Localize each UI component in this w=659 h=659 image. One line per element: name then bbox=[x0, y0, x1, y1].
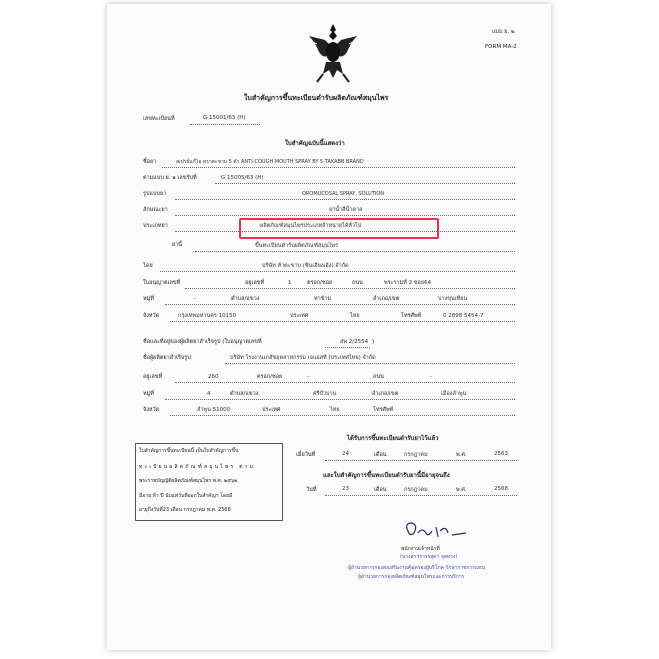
owner-address-no-label: อยู่เลขที่ bbox=[245, 280, 265, 286]
category-value: ผลิตภัณฑ์สมุนไพรประเภทจำหน่ายได้ทั่วไป bbox=[260, 223, 362, 229]
owner-license-label: ใบอนุญาตเลขที่ bbox=[143, 280, 181, 286]
form-ref-label: ตามแบบ ย. ๑ เลขรับที่ bbox=[143, 175, 197, 181]
manufacturer-road-value: - bbox=[430, 374, 432, 380]
received-date-label: เมื่อวันที่ bbox=[296, 452, 316, 458]
note-line-5: อายุถึงวันที่23 เดือน กรกฎาคม พ.ศ. 2568 bbox=[139, 507, 231, 513]
signature-name: (นางสาวรวรรสุดา จุลทรง) bbox=[400, 554, 458, 560]
owner-amphoe-label: อำเภอ/เขต bbox=[373, 296, 400, 302]
signature-mark bbox=[400, 517, 470, 543]
document-title: ใบสำคัญการขึ้นทะเบียนตำรับผลิตภัณฑ์สมุนไพร bbox=[244, 94, 389, 102]
owner-province-label: จังหวัด bbox=[143, 313, 160, 319]
category-label: ประเภทยา bbox=[143, 223, 168, 229]
received-month-label: เดือน bbox=[374, 452, 387, 458]
registration-label: เลขทะเบียนที่ bbox=[143, 116, 175, 122]
owner-by-label: โดย bbox=[143, 263, 153, 269]
manufacturer-country-value: ไทย bbox=[330, 407, 340, 413]
subtitle: ใบสำคัญฉบับนี้แสดงว่า bbox=[285, 140, 345, 147]
type-label: ยานี้ bbox=[172, 242, 183, 248]
signature-role: พนักงานเจ้าหน้าที่ bbox=[401, 546, 440, 552]
owner-moo-label: หมู่ที่ bbox=[143, 296, 154, 302]
issued-heading: และใบสำคัญการขึ้นทะเบียนตำรับยานี้มีอายุจนถึง bbox=[323, 472, 450, 479]
manufacturer-amphoe-value: เมืองลำพูน bbox=[441, 391, 467, 397]
owner-moo-value: - bbox=[194, 296, 196, 302]
received-year: 2563 bbox=[494, 451, 508, 457]
manufacturer-address-no-label: อยู่เลขที่ bbox=[143, 374, 163, 380]
owner-by-value: บริษัท ห้าตะขาบ (ซินเฮียงเฮ้ง) จำกัด bbox=[262, 263, 349, 269]
manufacturer-province-label: จังหวัด bbox=[143, 407, 160, 413]
form-ref-value: G 15005/63 (H) bbox=[221, 175, 264, 181]
highlight-box bbox=[239, 218, 439, 239]
received-heading: ได้รับการขึ้นทะเบียนตำรับยาไว้แล้ว bbox=[347, 435, 439, 442]
owner-phone-label: โทรศัพท์ bbox=[401, 313, 422, 319]
manufacturer-amphoe-label: อำเภอ/เขต bbox=[372, 391, 399, 397]
type-value: ขึ้นทะเบียนตำรับผลิตภัณฑ์สมุนไพร bbox=[255, 243, 339, 249]
received-month: กรกฎาคม bbox=[404, 452, 428, 458]
owner-tambon-label: ตำบล/แขวง bbox=[231, 296, 260, 302]
signature-title-2: ผู้อำนวยการกองผลิตภัณฑ์สมุนไพรและการบริการ bbox=[358, 574, 465, 580]
owner-road-label: ถนน bbox=[352, 280, 363, 286]
issued-month: กรกฎาคม bbox=[404, 487, 428, 493]
received-year-label: พ.ศ. bbox=[456, 452, 467, 458]
owner-tambon-value: ท่าข้าม bbox=[314, 296, 332, 302]
registration-value: G 15001/63 (H) bbox=[203, 115, 246, 121]
issued-day: 23 bbox=[342, 486, 349, 492]
manufacturer-province-value: ลำพูน 51000 bbox=[197, 407, 231, 413]
note-line-2: ทะเบียนผลิตภัณฑ์สมุนไพร ตาม bbox=[139, 464, 256, 470]
manufacturer-name-label: ชื่อผู้ผลิตยาสำเร็จรูป bbox=[143, 355, 191, 361]
manufacturer-tambon-label: ตำบล/แขวง bbox=[230, 391, 259, 397]
product-name-label: ชื่อยา bbox=[143, 159, 157, 165]
issued-year-label: พ.ศ. bbox=[456, 487, 467, 493]
manufacturer-phone-label: โทรศัพท์ bbox=[373, 407, 394, 413]
owner-road-value: พระรามที่ 2 ซอย64 bbox=[384, 280, 432, 286]
form-code-en: FORM MA-2 bbox=[485, 44, 517, 50]
received-day: 24 bbox=[342, 451, 349, 457]
owner-country-label: ประเทศ bbox=[290, 313, 309, 319]
garuda-emblem-icon bbox=[305, 22, 361, 84]
signature-title-1: ผู้อำนวยการกองส่งเสริมงานคุ้มครองผู้บริโภค รักษาราชการแทน bbox=[348, 565, 485, 571]
owner-amphoe-value: บางขุนเทียน bbox=[438, 296, 468, 302]
manufacturer-holder-value: สพ 2/2554 bbox=[340, 339, 369, 345]
manufacturer-tambon-value: ศรีบัวบาน bbox=[313, 391, 337, 397]
owner-address-no-value: 1 bbox=[288, 280, 292, 286]
issued-month-label: เดือน bbox=[374, 487, 387, 493]
manufacturer-road-label: ถนน bbox=[373, 374, 384, 380]
appearance-value: ยาน้ำสีน้ำตาล bbox=[329, 207, 363, 213]
appearance-label: ลักษณะยา bbox=[143, 207, 168, 213]
note-line-3: พระราชบัญญัติผลิตภัณฑ์สมุนไพร พ.ศ. ๒๕๖๒ bbox=[139, 478, 238, 484]
manufacturer-moo-value: 4 bbox=[207, 391, 211, 397]
manufacturer-soi-label: ตรอก/ซอย bbox=[257, 374, 283, 380]
issued-date-label: วันที่ bbox=[306, 487, 317, 493]
manufacturer-country-label: ประเทศ bbox=[262, 407, 281, 413]
manufacturer-name-value: บริษัท โรงงานเภสัชอุตสาหกรรม เจแอสที (ประเทศไทย) จำกัด bbox=[230, 355, 376, 361]
product-name-value: สเปรย์แก้ไอ ตราตะขาบ 5 ตัว ANTI-COUGH MOUTH SPRAY BY 5 TAKABB BRAND bbox=[176, 159, 364, 165]
note-line-1: ใบสำคัญการขึ้นทะเบียนนี้ เป็นใบสำคัญการขึ้น bbox=[139, 448, 239, 454]
manufacturer-holder-label: ชื่อและที่อยู่ของผู้ผลิตยาสำเร็จรูป (ใบอนุญาตเลขที่ bbox=[143, 339, 262, 345]
owner-phone-value: 0 2898 5454-7 bbox=[443, 313, 484, 319]
dosage-label: รูปแบบยา bbox=[143, 191, 167, 197]
owner-country-value: ไทย bbox=[350, 313, 360, 319]
dosage-value: OROMUCOSAL SPRAY, SOLUTION bbox=[302, 191, 385, 197]
note-line-4: มีอายุ ห้า ปี นับแต่วันที่ออกใบสำคัญฯ โดยมี bbox=[139, 493, 233, 499]
owner-soi-label: ตรอก/ซอย bbox=[307, 280, 333, 286]
manufacturer-moo-label: หมู่ที่ bbox=[143, 391, 154, 397]
form-code-th: แบบ ย. ๒ bbox=[492, 29, 515, 35]
manufacturer-address-no-value: 260 bbox=[208, 374, 219, 380]
owner-province-value: กรุงเทพมหานคร 10150 bbox=[178, 313, 237, 319]
issued-year: 2568 bbox=[494, 486, 508, 492]
